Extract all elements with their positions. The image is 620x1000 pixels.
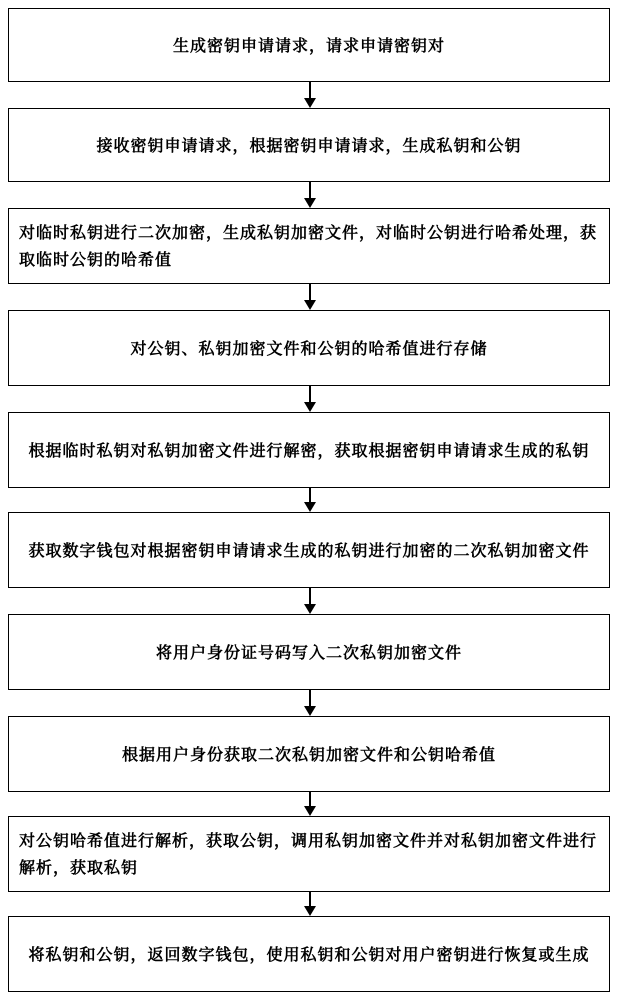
- flow-arrow-4: [309, 386, 311, 412]
- flow-arrow-7: [309, 690, 311, 716]
- flow-step-8-text: 根据用户身份获取二次私钥加密文件和公钥哈希值: [121, 744, 496, 764]
- flow-arrow-5: [309, 488, 311, 512]
- flow-arrow-2: [309, 182, 311, 208]
- flow-step-5-text: 根据临时私钥对私钥加密文件进行解密，获取根据密钥申请请求生成的私钥: [28, 440, 590, 460]
- flow-step-2-text: 接收密钥申请请求，根据密钥申请请求，生成私钥和公钥: [96, 135, 522, 155]
- flow-step-4: [8, 310, 610, 386]
- flow-arrow-6: [309, 588, 311, 614]
- flow-step-7: [8, 614, 610, 690]
- flow-step-10: [8, 916, 610, 992]
- flow-arrow-3: [309, 284, 311, 310]
- flow-step-10-text: 将私钥和公钥，返回数字钱包，使用私钥和公钥对用户密钥进行恢复或生成: [28, 944, 590, 964]
- flow-step-9: [8, 816, 610, 892]
- flow-step-7-text: 将用户身份证号码写入二次私钥加密文件: [155, 642, 462, 662]
- flow-step-2: [8, 108, 610, 182]
- flow-step-3-text: 对临时私钥进行二次加密，生成私钥加密文件，对临时公钥进行哈希处理，获取临时公钥的哈希值: [19, 223, 598, 269]
- flow-step-1: [8, 8, 610, 82]
- flow-step-6-text: 获取数字钱包对根据密钥申请请求生成的私钥进行加密的二次私钥加密文件: [28, 540, 590, 560]
- flow-step-1-text: 生成密钥申请请求，请求申请密钥对: [172, 35, 445, 55]
- flow-step-8: [8, 716, 610, 792]
- flow-step-9-text: 对公钥哈希值进行解析，获取公钥，调用私钥加密文件并对私钥加密文件进行解析，获取私钥: [19, 831, 598, 877]
- flow-step-6: [8, 512, 610, 588]
- flow-arrow-8: [309, 792, 311, 816]
- flow-step-3: [8, 208, 610, 284]
- flow-arrow-9: [309, 892, 311, 916]
- flow-step-4-text: 对公钥、私钥加密文件和公钥的哈希值进行存储: [130, 338, 488, 358]
- flow-step-5: [8, 412, 610, 488]
- flow-arrow-1: [309, 82, 311, 108]
